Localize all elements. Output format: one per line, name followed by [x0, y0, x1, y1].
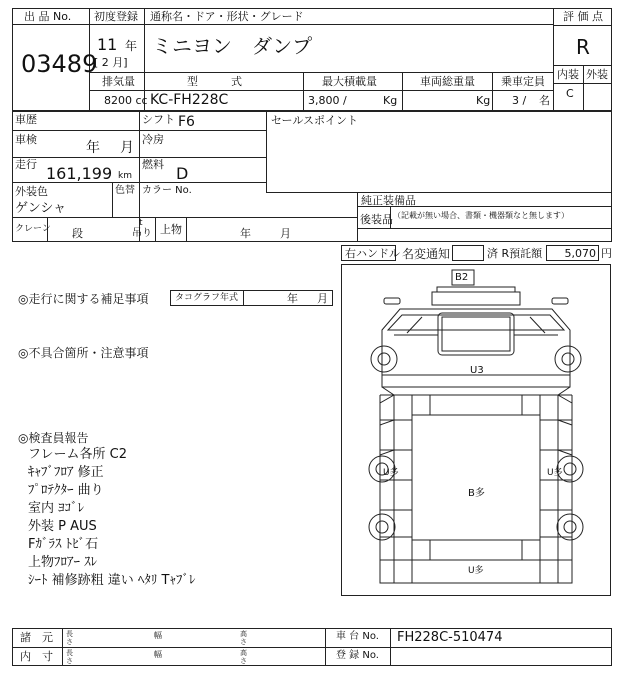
interior-dimension-label: 内 寸 — [20, 650, 53, 663]
model-name-label: 通称名・ドア・形状・グレード — [150, 10, 304, 23]
right-hand-drive: 右ハンドル — [345, 247, 400, 260]
report-line: 上物ﾌﾛｱｰ ｽﾚ — [28, 555, 98, 570]
model-code-label: 型 式 — [187, 75, 242, 88]
report-line: フレーム各所 C2 — [28, 447, 127, 462]
shift-label: シフト — [142, 113, 175, 126]
max-load: 3,800 / — [308, 94, 347, 107]
interior-width-label: 幅 — [154, 650, 162, 659]
registration-number-label: 登 録 No. — [336, 650, 379, 661]
color-code-label: カラー No. — [142, 185, 192, 196]
body-label: 上物 — [160, 223, 182, 236]
damage-mark-bed: B多 — [468, 488, 485, 499]
color-change-label: 色替 — [115, 185, 135, 196]
mileage: 161,199 — [46, 164, 113, 183]
truck-outline — [342, 265, 610, 595]
interior-grade-label: 内装 — [557, 68, 579, 81]
report-line: Fｶﾞﾗｽ ﾄﾋﾞ石 — [28, 537, 99, 552]
factory-equipment-label: 純正装備品 — [361, 194, 416, 207]
name-change-box — [452, 245, 484, 261]
damage-mark-cab: U3 — [470, 365, 484, 376]
damage-mark-left-side: U多 — [383, 468, 399, 478]
currency-unit: 円 — [601, 247, 612, 260]
tachograph-year-unit: 年 — [287, 292, 298, 305]
registration-year: 11 — [97, 35, 118, 54]
tachograph-month-unit: 月 — [317, 292, 328, 305]
damage-mark-front: B2 — [455, 272, 469, 283]
car-name: ミニヨン ダンプ — [152, 34, 313, 58]
displacement-label: 排気量 — [102, 75, 135, 88]
crane-stage: 段 — [72, 227, 83, 240]
chassis-number: FH228C-510474 — [397, 630, 503, 645]
mileage-unit: km — [118, 171, 132, 181]
tachograph-label: タコグラフ年式 — [175, 293, 239, 303]
registration-month: [ 2 月] — [94, 56, 128, 69]
inspection-year-unit: 年 — [86, 140, 100, 156]
name-change-label: 名変通知 — [402, 247, 451, 261]
fuel-label: 燃料 — [142, 158, 164, 171]
model-code: KC-FH228C — [150, 92, 229, 108]
exterior-grade-label: 外装 — [586, 68, 608, 81]
damage-diagram — [341, 264, 611, 596]
max-load-unit: Kg — [383, 94, 398, 107]
overall-grade: R — [576, 35, 590, 59]
report-line: ｷｬﾌﾞﾌﾛｱ 修正 — [28, 465, 104, 480]
displacement: 8200 cc — [104, 94, 148, 107]
interior-grade: C — [566, 87, 574, 100]
max-load-label: 最大積載量 — [322, 75, 377, 88]
shift: F6 — [178, 114, 195, 130]
chassis-number-label: 車 台 No. — [336, 631, 379, 642]
interior-height-label: 高さ — [240, 649, 247, 665]
report-line: ｼｰﾄ 補修跡粗 違い ﾍﾀﾘ Tｬﾌﾞﾚ — [28, 573, 196, 588]
aircon-label: 冷房 — [142, 133, 164, 146]
spec-width-label: 幅 — [154, 631, 162, 640]
inspection-label: 車検 — [15, 133, 37, 146]
driving-notes-label: ◎走行に関する補足事項 — [18, 292, 149, 306]
spec-label: 諸 元 — [20, 631, 53, 644]
aftermarket-label: 後装品 — [360, 213, 393, 226]
recycle-deposit-label: 済 R預託額 — [487, 247, 543, 260]
crane-label: クレーン — [15, 224, 51, 234]
damage-mark-right-side: U多 — [547, 468, 563, 478]
sales-point-label: セールスポイント — [271, 114, 359, 127]
lot-number: 03489 — [21, 50, 98, 78]
gross-weight-unit: Kg — [476, 94, 491, 107]
body-year: 年 — [240, 227, 251, 240]
first-registration-label: 初度登録 — [94, 10, 138, 23]
exterior-color-label: 外装色 — [15, 185, 48, 198]
exterior-color: ゲンシャ — [15, 201, 67, 216]
crane-suspend: 吊り — [132, 228, 152, 239]
fuel: D — [176, 164, 189, 183]
capacity-unit: 名 — [539, 94, 550, 107]
spec-height-label: 高さ — [240, 630, 247, 646]
crane-ton: t — [139, 218, 143, 228]
report-line: 室内 ﾖｺﾞﾚ — [28, 501, 85, 516]
defects-label: ◎不具合箇所・注意事項 — [18, 346, 149, 360]
report-line: 外装 P AUS — [28, 519, 97, 534]
recycle-deposit-amount: 5,070 — [564, 247, 596, 260]
damage-mark-rear: U多 — [468, 566, 484, 576]
inspection-month-unit: 月 — [120, 140, 134, 156]
interior-length-label: 長さ — [66, 649, 73, 665]
inspector-report-label: ◎検査員報告 — [18, 431, 89, 445]
spec-length-label: 長さ — [66, 630, 73, 646]
body-month: 月 — [280, 227, 291, 240]
gross-weight-label: 車両総重量 — [420, 75, 475, 88]
mileage-label: 走行 — [15, 158, 37, 171]
report-line: ﾌﾟﾛﾃｸﾀｰ 曲り — [28, 483, 104, 498]
history-label: 車歴 — [15, 113, 37, 126]
grade-label: 評 価 点 — [563, 10, 603, 23]
capacity: 3 / — [512, 94, 527, 107]
lot-number-label: 出 品 No. — [24, 10, 72, 23]
registration-year-unit: 年 — [125, 39, 138, 53]
aftermarket-note: （記載が無い場合、書類・機器類なと無します） — [393, 211, 569, 220]
capacity-label: 乗車定員 — [501, 75, 545, 88]
